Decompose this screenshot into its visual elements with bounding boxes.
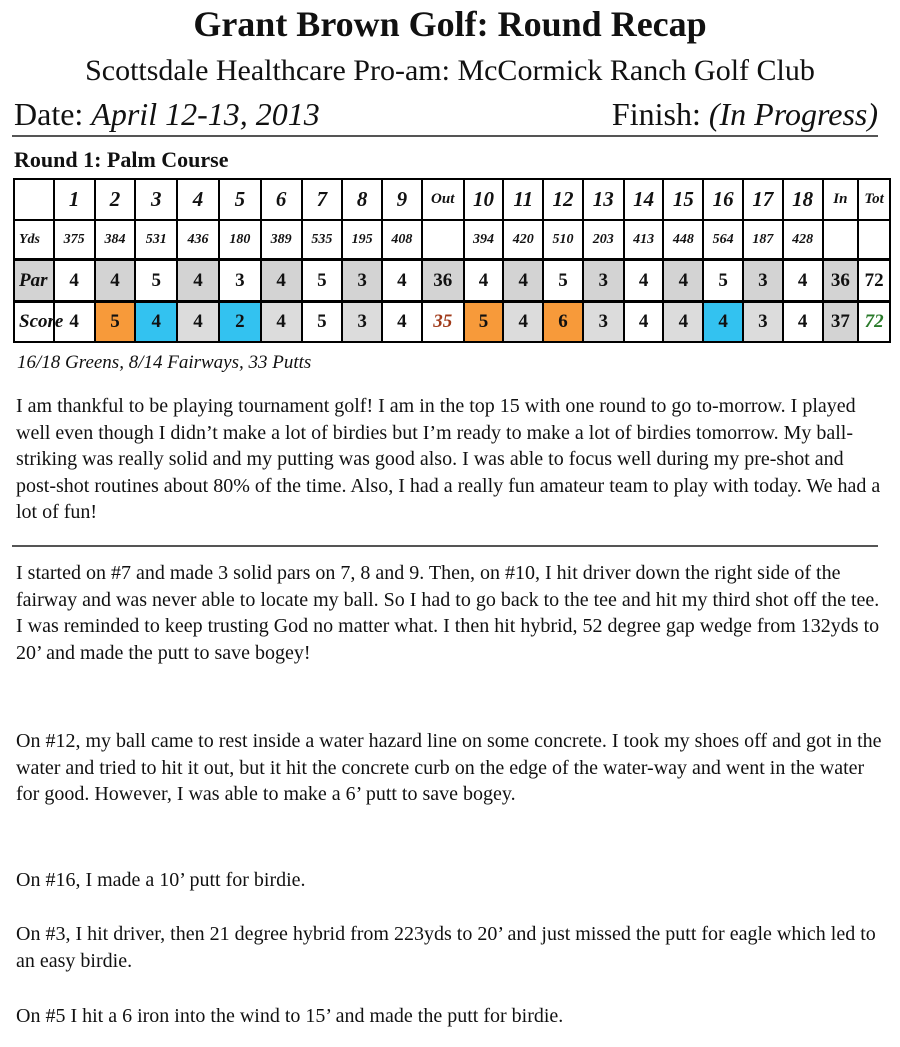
yards-cell: 420 — [503, 220, 543, 260]
score-cell: 4 — [663, 302, 703, 343]
round-title: Round 1: Palm Course — [14, 147, 229, 172]
out-header: Out — [422, 179, 464, 220]
par-cell: 4 — [382, 260, 422, 302]
yards-cell: 531 — [135, 220, 177, 260]
score-cell: 4 — [261, 302, 302, 343]
round-stats: 16/18 Greens, 8/14 Fairways, 33 Putts — [17, 352, 312, 373]
yards-cell: 187 — [743, 220, 783, 260]
hole-number: 10 — [464, 179, 504, 220]
score-label: Score — [14, 302, 54, 343]
hole-number: 16 — [703, 179, 743, 220]
scorecard-table — [13, 178, 891, 343]
hole-number: 18 — [783, 179, 823, 220]
hole-number: 2 — [95, 179, 136, 220]
hole-number: 11 — [503, 179, 543, 220]
score-cell: 4 — [382, 302, 422, 343]
score-cell-birdie: 2 — [219, 302, 261, 343]
score-cell-bogey: 6 — [543, 302, 583, 343]
score-out-cell: 35 — [422, 302, 464, 343]
par-cell: 3 — [342, 260, 382, 302]
par-out-cell: 36 — [422, 260, 464, 302]
par-cell: 4 — [783, 260, 823, 302]
par-cell: 5 — [302, 260, 343, 302]
par-cell: 5 — [135, 260, 177, 302]
score-cell-bogey: 5 — [464, 302, 504, 343]
score-cell: 4 — [624, 302, 664, 343]
finish-group — [612, 94, 878, 134]
header-divider — [12, 135, 878, 137]
yards-cell: 448 — [663, 220, 703, 260]
hole-number: 15 — [663, 179, 703, 220]
yards-total-cell — [858, 220, 890, 260]
par-cell: 5 — [543, 260, 583, 302]
hole-number: 4 — [177, 179, 219, 220]
score-total-cell: 72 — [858, 302, 890, 343]
recap-paragraph-hole-12: On #12, my ball came to rest inside a water hazard line on some concrete. I took my shoes off and got in the water and tried to hit it out, but it hit the concrete curb on the edge of the water-way and went in the water for good. However, I was able to make a 6’ putt to save bogey. — [16, 730, 882, 805]
par-cell: 4 — [261, 260, 302, 302]
par-cell: 3 — [743, 260, 783, 302]
hole-number: 6 — [261, 179, 302, 220]
recap-paragraph-summary: I am thankful to be playing tournament golf! I am in the top 15 with one round to go to-morrow. I played well even though I didn’t make a lot of birdies but I’m ready to make a lot of birdies tomorrow. My ball-striking was really solid and my putting was good also. I was able to focus well during my pre-shot and post-shot routines about 80% of the time. Also, I had a really fun amateur team to play with today. We had a lot of fun! — [16, 395, 881, 523]
yards-cell: 413 — [624, 220, 664, 260]
par-cell: 4 — [95, 260, 136, 302]
hole-number: 17 — [743, 179, 783, 220]
finish-label: Finish: — [611, 96, 701, 132]
yards-cell: 384 — [95, 220, 136, 260]
yards-cell: 436 — [177, 220, 219, 260]
date-value: April 12-13, 2013 — [91, 96, 320, 132]
hole-number: 8 — [342, 179, 382, 220]
recap-paragraph-hole-3: On #3, I hit driver, then 21 degree hybrid from 223yds to 20’ and just missed the putt for eagle which led to an easy birdie. — [16, 923, 876, 972]
score-cell: 4 — [177, 302, 219, 343]
score-cell: 3 — [743, 302, 783, 343]
par-in-cell: 36 — [823, 260, 859, 302]
hole-number: 13 — [583, 179, 624, 220]
recap-paragraph-hole-5: On #5 I hit a 6 iron into the wind to 15’ and made the putt for birdie. — [16, 1005, 564, 1027]
yards-cell: 564 — [703, 220, 743, 260]
yards-cell: 394 — [464, 220, 504, 260]
score-cell-bogey: 5 — [95, 302, 136, 343]
score-cell: 3 — [583, 302, 624, 343]
corner-cell — [14, 179, 54, 220]
yards-cell: 389 — [261, 220, 302, 260]
par-cell: 5 — [703, 260, 743, 302]
par-cell: 4 — [663, 260, 703, 302]
date-finish-line — [14, 94, 878, 134]
score-cell: 3 — [342, 302, 382, 343]
par-total-cell: 72 — [858, 260, 890, 302]
scorecard-yards-row — [14, 220, 890, 260]
par-cell: 4 — [464, 260, 504, 302]
hole-number: 7 — [302, 179, 343, 220]
yards-cell: 428 — [783, 220, 823, 260]
total-header: Tot — [858, 179, 890, 220]
yards-cell: 195 — [342, 220, 382, 260]
hole-number: 5 — [219, 179, 261, 220]
yards-cell: 180 — [219, 220, 261, 260]
yards-cell: 535 — [302, 220, 343, 260]
hole-number: 14 — [624, 179, 664, 220]
page-title: Grant Brown Golf: Round Recap — [193, 4, 707, 44]
scorecard-score-row — [14, 302, 890, 343]
tournament-subtitle: Scottsdale Healthcare Pro-am: McCormick Ranch Golf Club — [85, 54, 815, 87]
yards-cell: 408 — [382, 220, 422, 260]
par-cell: 4 — [503, 260, 543, 302]
hole-number: 1 — [54, 179, 95, 220]
par-cell: 4 — [624, 260, 664, 302]
score-cell: 4 — [503, 302, 543, 343]
par-cell: 3 — [219, 260, 261, 302]
scorecard-par-row — [14, 260, 890, 302]
score-in-cell: 37 — [823, 302, 859, 343]
par-label: Par — [14, 260, 54, 302]
par-cell: 3 — [583, 260, 624, 302]
finish-value: (In Progress) — [708, 96, 878, 132]
recap-paragraph-hole-16: On #16, I made a 10’ putt for birdie. — [16, 869, 306, 891]
hole-number: 3 — [135, 179, 177, 220]
score-cell: 4 — [54, 302, 95, 343]
yds-label: Yds — [14, 220, 54, 260]
yards-cell: 203 — [583, 220, 624, 260]
yards-cell: 510 — [543, 220, 583, 260]
in-header: In — [823, 179, 859, 220]
par-cell: 4 — [54, 260, 95, 302]
par-cell: 4 — [177, 260, 219, 302]
hole-number: 12 — [543, 179, 583, 220]
score-cell: 5 — [302, 302, 343, 343]
section-divider — [12, 545, 878, 547]
score-cell-birdie: 4 — [703, 302, 743, 343]
hole-number: 9 — [382, 179, 422, 220]
yards-out-cell — [422, 220, 464, 260]
yards-cell: 375 — [54, 220, 95, 260]
yards-in-cell — [823, 220, 859, 260]
scorecard-hole-row — [14, 179, 890, 220]
date-label: Date: — [14, 96, 84, 132]
score-cell: 4 — [783, 302, 823, 343]
recap-paragraph-hole-10: I started on #7 and made 3 solid pars on 7, 8 and 9. Then, on #10, I hit driver down the right side of the fairway and was never able to locate my ball. So I had to go back to the tee and hit my third shot off the tee. I was reminded to keep trusting God no matter what. I then hit hybrid, 52 degree gap wedge from 132yds to 20’ and made the putt to save bogey! — [16, 562, 880, 664]
score-cell-birdie: 4 — [135, 302, 177, 343]
